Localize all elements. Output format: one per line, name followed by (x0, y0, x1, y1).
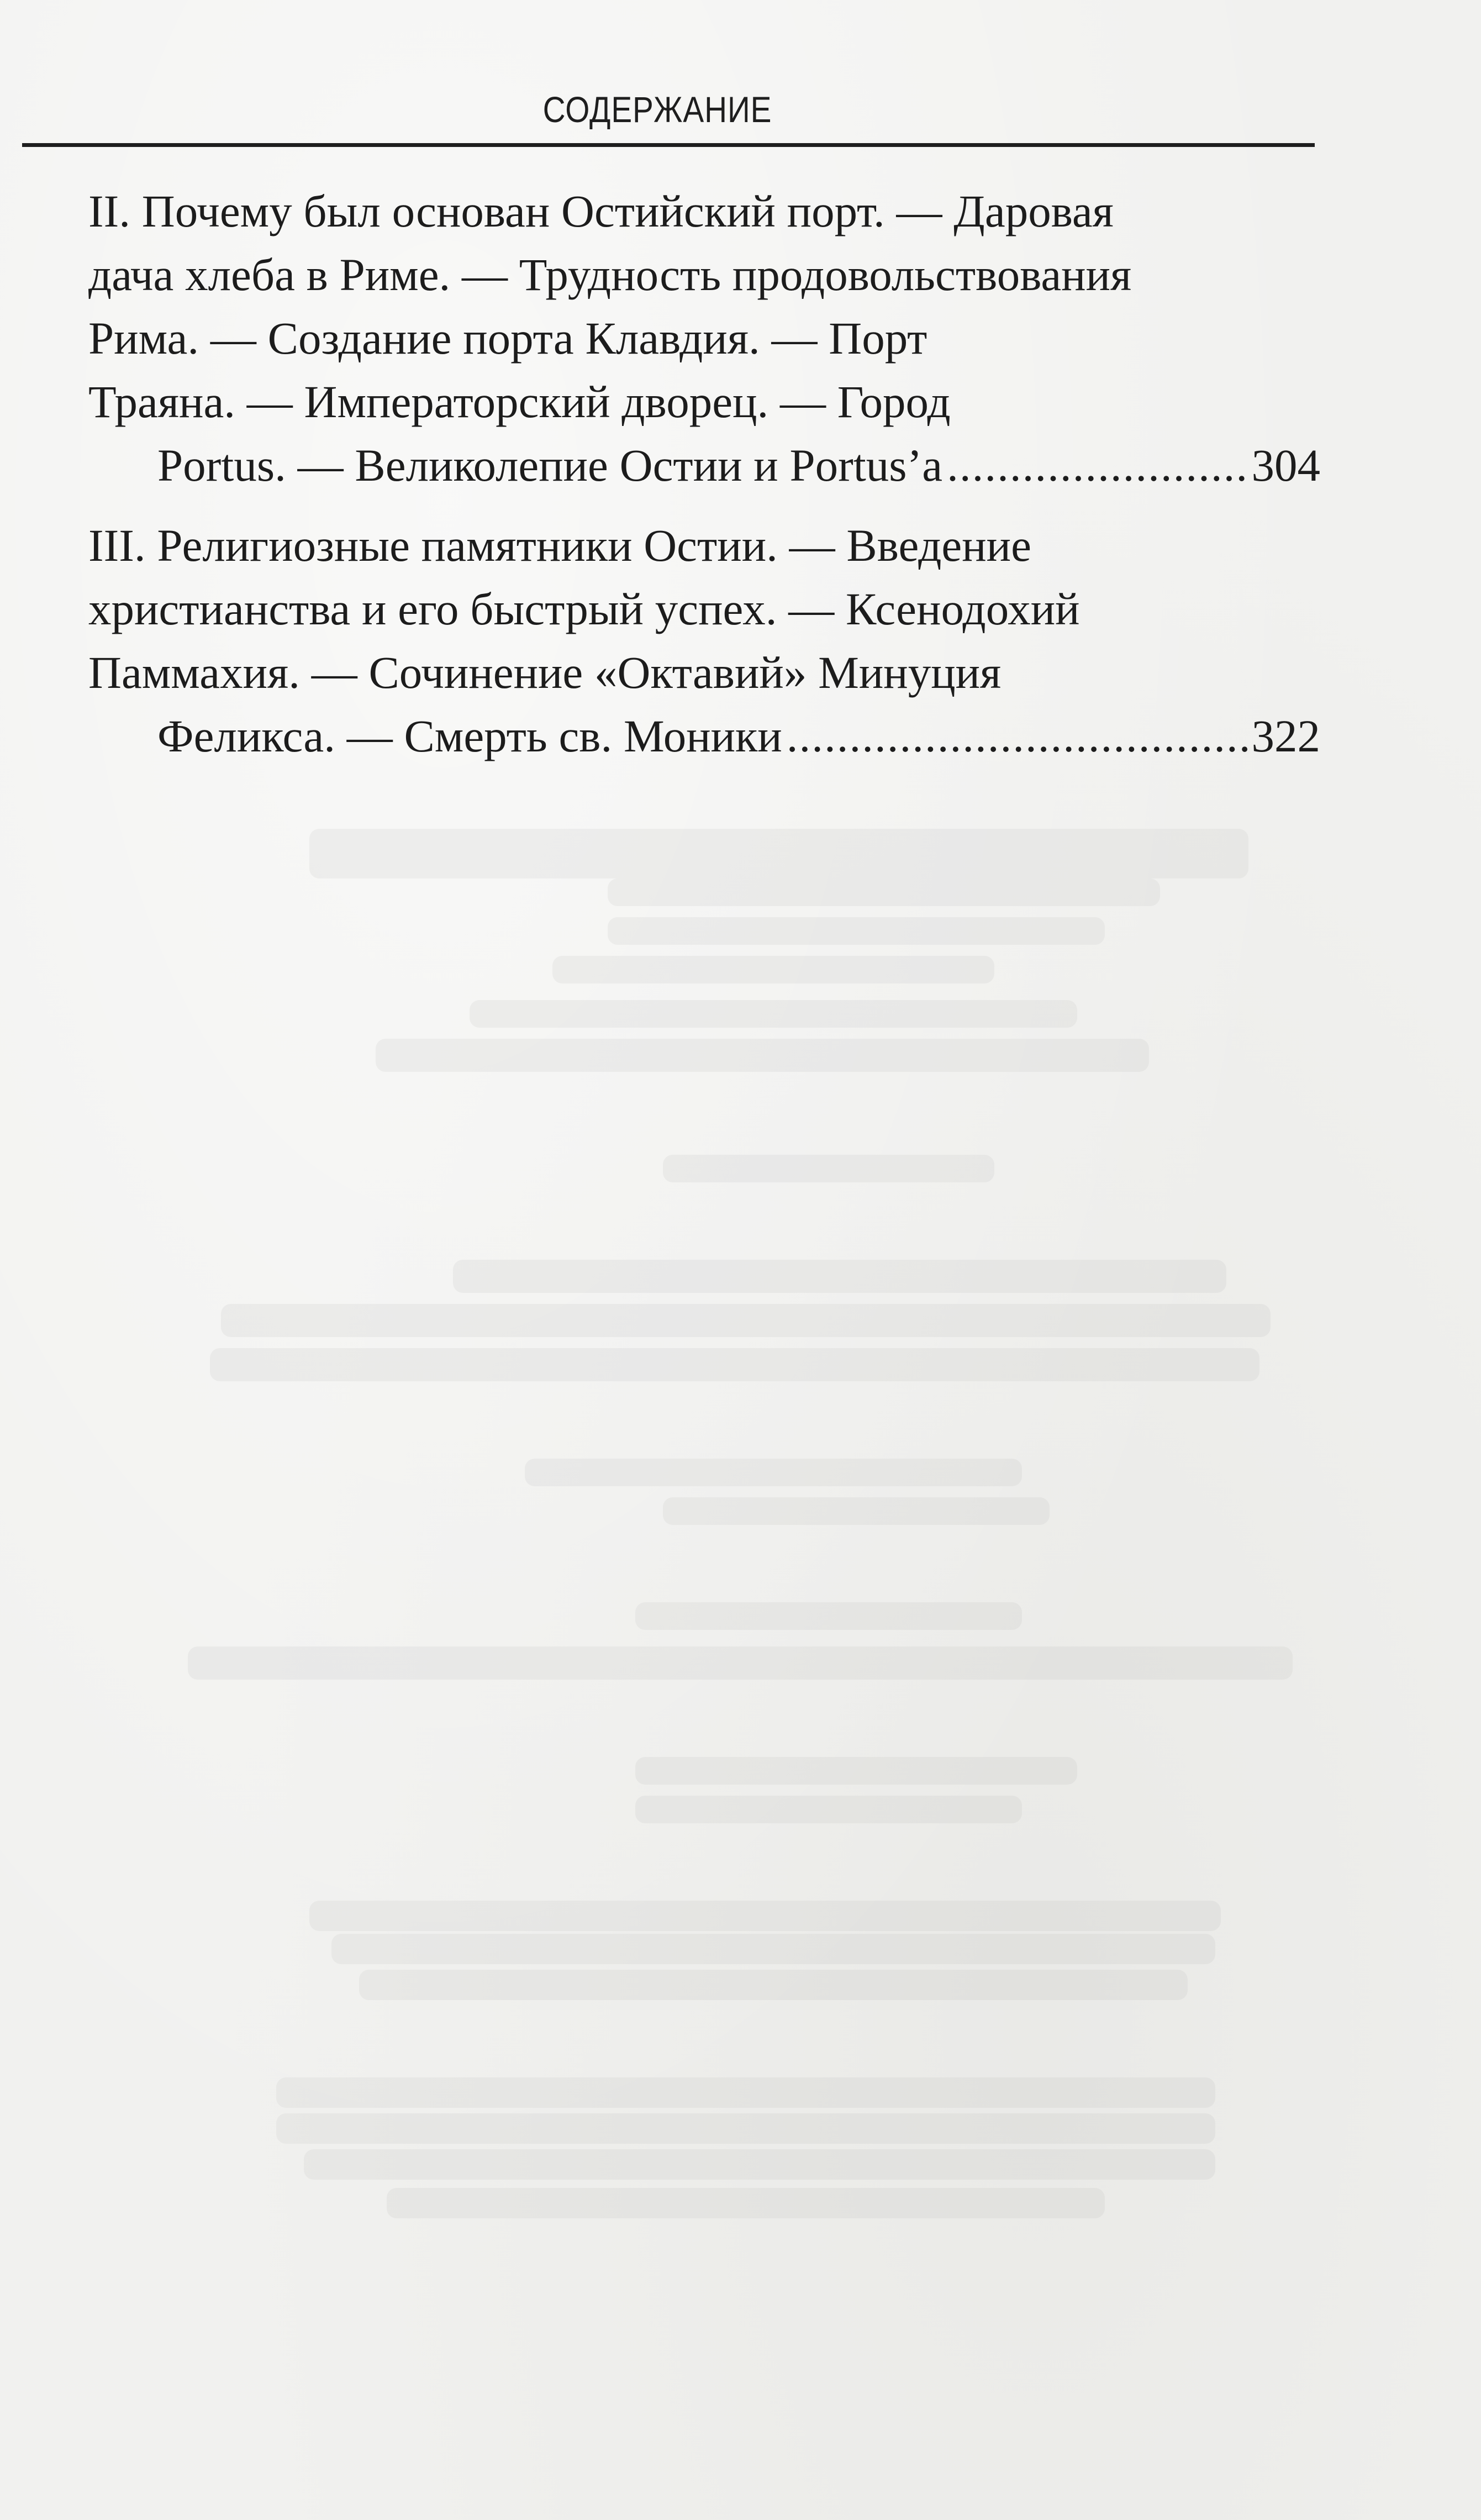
chapter-numeral: II. (88, 186, 131, 236)
table-of-contents (88, 180, 1320, 785)
page-number: 304 (1251, 440, 1320, 491)
toc-line: Феликса. — Смерть св. Моники (157, 711, 782, 761)
toc-line: Паммахия. — Сочинение «Октавий» Минуция (88, 647, 1002, 698)
chapter-numeral: III. (88, 520, 146, 571)
running-head: СОДЕРЖАНИЕ (542, 89, 772, 130)
toc-entry (88, 180, 1320, 497)
toc-line: Траяна. — Императорский дворец. — Город (88, 376, 951, 427)
toc-line: дача хлеба в Риме. — Трудность продовольствования (88, 249, 1132, 300)
dot-leader (947, 434, 1247, 497)
toc-entry (88, 514, 1320, 768)
toc-line: Почему был основан Остийский порт. — Даровая (141, 186, 1114, 236)
page-number: 322 (1251, 711, 1320, 761)
toc-line: Религиозные памятники Остии. — Введение (157, 520, 1031, 571)
toc-line: Рима. — Создание порта Клавдия. — Порт (88, 313, 927, 364)
header-rule (22, 143, 1315, 147)
toc-line: Portus. — Великолепие Остии и Portus’а (157, 440, 943, 491)
dot-leader (787, 704, 1247, 768)
toc-line: христианства и его быстрый успех. — Ксенодохий (88, 583, 1080, 634)
